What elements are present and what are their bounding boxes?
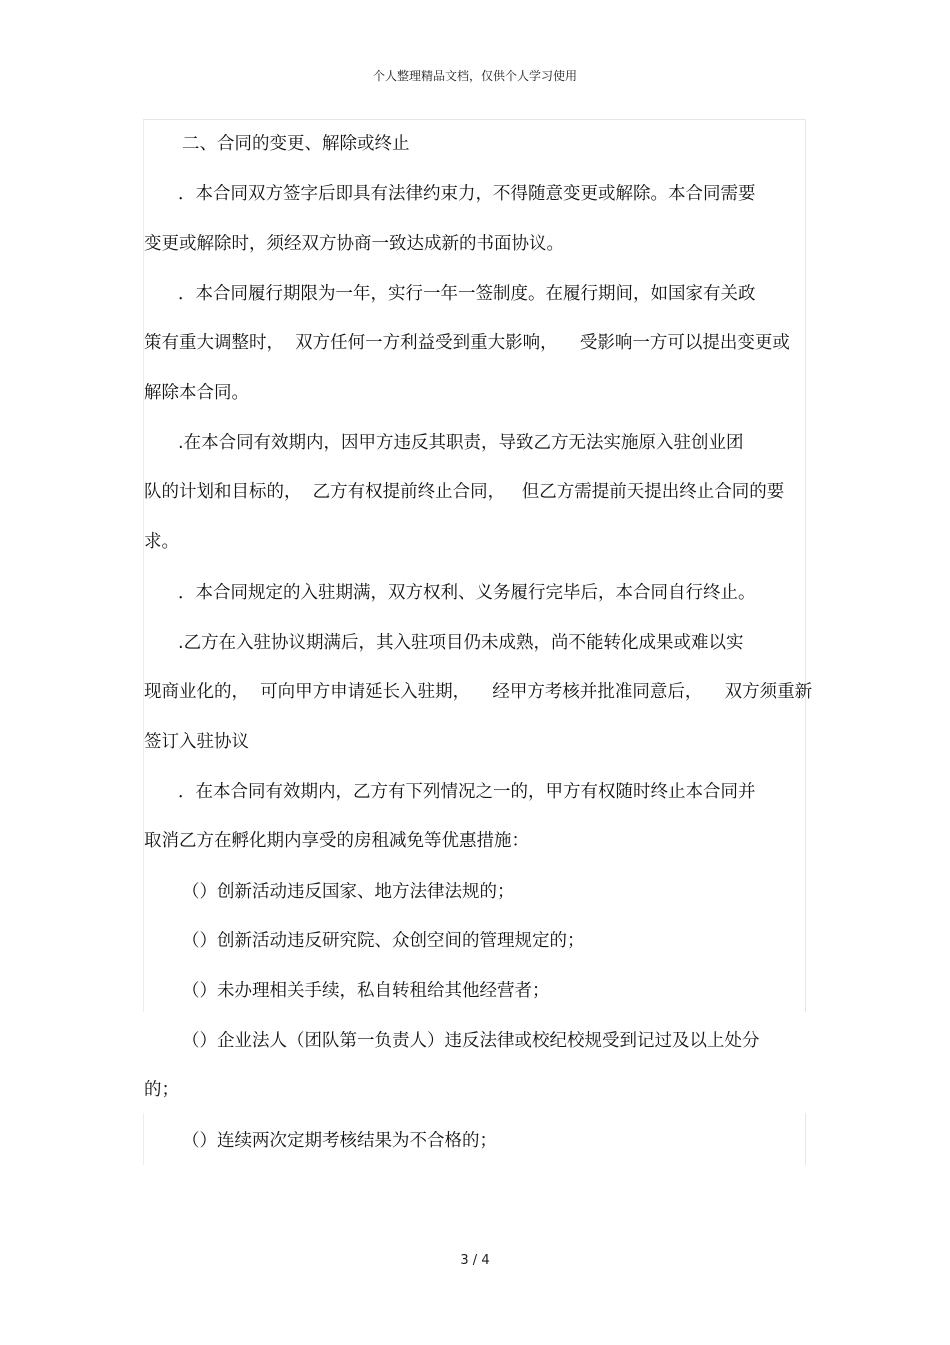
list-item: （）创新活动违反研究院、众创空间的管理规定的；: [182, 931, 585, 951]
page-header: 个人整理精品文档，仅供个人学习使用: [372, 69, 577, 83]
paragraph-line: 取消乙方在孵化期内享受的房租减免等优惠措施：: [144, 831, 529, 851]
paragraph-line: 变更或解除时，须经双方协商一致达成新的书面协议。: [144, 234, 564, 254]
paragraph-line: 队的计划和目标的， 乙方有权提前终止合同， 但乙方需提前天提出终止合同的要: [144, 482, 785, 502]
paragraph-line: 求。: [144, 532, 179, 552]
list-item-continuation: 的；: [144, 1080, 179, 1100]
section-heading: 二、合同的变更、解除或终止: [182, 134, 410, 154]
list-item: （）企业法人（团队第一负责人）违反法律或校纪校规受到记过及以上处分: [182, 1031, 760, 1051]
paragraph-line: 现商业化的， 可向甲方申请延长入驻期， 经甲方考核并批准同意后， 双方须重新: [144, 682, 813, 702]
list-item: （）未办理相关手续，私自转租给其他经营者；: [182, 981, 550, 1001]
paragraph-line: 签订入驻协议: [144, 732, 249, 752]
list-item: （）创新活动违反国家、地方法律法规的；: [182, 882, 515, 902]
paragraph-line: ．本合同双方签字后即具有法律约束力，不得随意变更或解除。本合同需要: [178, 184, 756, 204]
paragraph-line: ．在本合同有效期内，乙方有下列情况之一的，甲方有权随时终止本合同并: [178, 782, 756, 802]
paragraph-line: ．本合同规定的入驻期满，双方权利、义务履行完毕后，本合同自行终止。: [178, 583, 756, 603]
list-item: （）连续两次定期考核结果为不合格的；: [182, 1131, 497, 1151]
paragraph-line: .在本合同有效期内，因甲方违反其职责，导致乙方无法实施原入驻创业团: [178, 433, 744, 453]
paragraph-line: ．本合同履行期限为一年，实行一年一签制度。在履行期间，如国家有关政: [178, 284, 756, 304]
page-number: 3 / 4: [460, 1253, 490, 1268]
paragraph-line: .乙方在入驻协议期满后，其入驻项目仍未成熟，尚不能转化成果或难以实: [178, 633, 744, 653]
paragraph-line: 解除本合同。: [144, 383, 249, 403]
paragraph-line: 策有重大调整时， 双方任何一方利益受到重大影响， 受影响一方可以提出变更或: [144, 333, 790, 353]
